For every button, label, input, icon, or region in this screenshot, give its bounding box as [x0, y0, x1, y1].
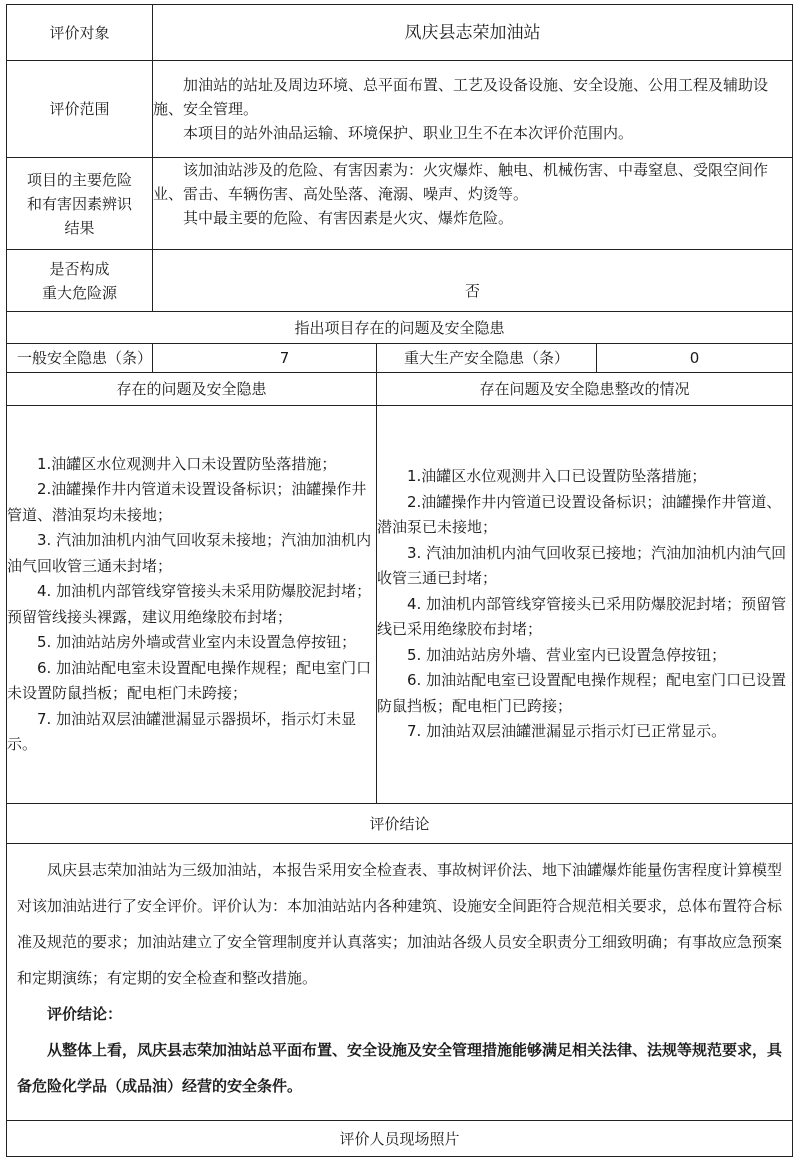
issue-item: 1.油罐区水位观测井入口未设置防坠落措施；: [37, 454, 337, 473]
hazard-label-line-2: 和有害因素辨识: [26, 194, 132, 213]
fix-item: 5. 加油站站房外墙、营业室内已设置急停按钮；: [407, 645, 727, 664]
fixes-column-header: 存在问题及安全隐患整改的情况: [377, 373, 793, 406]
major-hazard-value: 否: [153, 250, 793, 312]
row-counts: [7, 344, 793, 373]
conclusion-subheading: 评价结论：: [47, 1005, 123, 1023]
fixes-list: [377, 406, 793, 804]
general-hazard-label: 一般安全隐患（条）: [7, 344, 153, 373]
evaluation-table: [6, 4, 793, 1157]
serious-hazard-count: 0: [597, 344, 793, 373]
row-scope: [7, 61, 793, 158]
fix-item: 6. 加油站配电室已设置配电操作规程；配电室门口已设置防鼠挡板；配电柜门已跨接；: [377, 671, 787, 715]
row-hazards: [7, 158, 793, 250]
scope-paragraph-1: 加油站的站址及周边环境、总平面布置、工艺及设备设施、安全设施、公用工程及辅助设施、安全管理。: [153, 76, 769, 118]
row-conclusion-header: [7, 804, 793, 844]
issue-item: 5. 加油站站房外墙或营业室内未设置急停按钮；: [37, 633, 357, 651]
row-major-hazard: [7, 250, 793, 312]
scope-paragraph-2: 本项目的站外油品运输、环境保护、职业卫生不在本次评价范围内。: [183, 124, 634, 142]
fix-item: 3. 汽油加油机内油气回收泵已接地；汽油加油机内油气回收管三通已封堵；: [377, 543, 787, 588]
row-conclusion: [7, 844, 793, 1121]
issue-item: 3. 汽油加油机内油气回收泵未接地；汽油加油机内油气回收管三通未封堵；: [7, 531, 372, 575]
hazard-paragraph-1: 该加油站涉及的危险、有害因素为：火灾爆炸、触电、机械伤害、中毒窒息、受限空间作业、雷击、车辆伤害、高处坠落、淹溺、噪声、灼烫等。: [153, 161, 769, 203]
issues-list: [7, 406, 377, 804]
object-label: 评价对象: [7, 5, 153, 61]
major-hazard-label-line-1: 是否构成: [49, 259, 110, 278]
hazard-label-line-1: 项目的主要危险: [26, 170, 132, 189]
serious-hazard-label: 重大生产安全隐患（条）: [377, 344, 597, 373]
fix-item: 2.油罐操作井内管道已设置设备标识；油罐操作井管道、潜油泵已未接地；: [377, 492, 782, 537]
hazard-label-line-3: 结果: [64, 218, 95, 237]
conclusion-text: [7, 844, 793, 1121]
conclusion-section-header: 评价结论: [7, 804, 793, 844]
issue-item: 4. 加油机内部管线穿管接头未采用防爆胶泥封堵；预留管线接头裸露，建议用绝缘胶布封堵；: [7, 582, 372, 626]
issue-item: 2.油罐操作井内管道未设置设备标识；油罐操作井管道、潜油泵均未接地；: [7, 480, 367, 524]
general-hazard-count: 7: [153, 344, 377, 373]
hazard-text: [153, 158, 793, 250]
hazard-paragraph-2: 其中最主要的危险、有害因素是火灾、爆炸危险。: [183, 209, 514, 227]
conclusion-paragraph: 凤庆县志荣加油站为三级加油站，本报告采用安全检查表、事故树评价法、地下油罐爆炸能量伤害程度计算模型对该加油站进行了安全评价。评价认为：本加油站站内各种建筑、设施安全间距符合规范相关要求，总体布置符合标准及规范的要求；加油站建立了安全管理制度并认真落实；加油站各级人员安全职责分工细致明确；有事故应急预案和定期演练；有定期的安全检查和整改措施。: [17, 861, 783, 987]
object-value: 凤庆县志荣加油站: [153, 5, 793, 61]
major-hazard-label-line-2: 重大危险源: [41, 283, 117, 302]
row-issues-detail: [7, 406, 793, 804]
photos-section-header: 评价人员现场照片: [7, 1121, 793, 1157]
issues-section-header: 指出项目存在的问题及安全隐患: [7, 312, 793, 344]
fix-item: 4. 加油机内部管线穿管接头已采用防爆胶泥封堵；预留管线已采用绝缘胶布封堵；: [377, 594, 787, 639]
row-issues-header: [7, 312, 793, 344]
scope-label: 评价范围: [7, 61, 153, 158]
hazard-label: [7, 158, 153, 250]
major-hazard-label: [7, 250, 153, 312]
issue-item: 7. 加油站双层油罐泄漏显示器损坏，指示灯未显示。: [7, 709, 357, 753]
fix-item: 7. 加油站双层油罐泄漏显示指示灯已正常显示。: [407, 722, 727, 741]
row-columns: [7, 373, 793, 406]
row-photos-header: [7, 1121, 793, 1157]
scope-text: [153, 61, 793, 158]
conclusion-statement: 从整体上看，凤庆县志荣加油站总平面布置、安全设施及安全管理措施能够满足相关法律、法规等规范要求，具备危险化学品（成品油）经营的安全条件。: [17, 1041, 783, 1095]
row-object: [7, 5, 793, 61]
issues-column-header: 存在的问题及安全隐患: [7, 373, 377, 406]
issue-item: 6. 加油站配电室未设置配电操作规程；配电室门口未设置防鼠挡板；配电柜门未跨接；: [7, 658, 372, 702]
fix-item: 1.油罐区水位观测井入口已设置防坠落措施；: [407, 467, 707, 486]
